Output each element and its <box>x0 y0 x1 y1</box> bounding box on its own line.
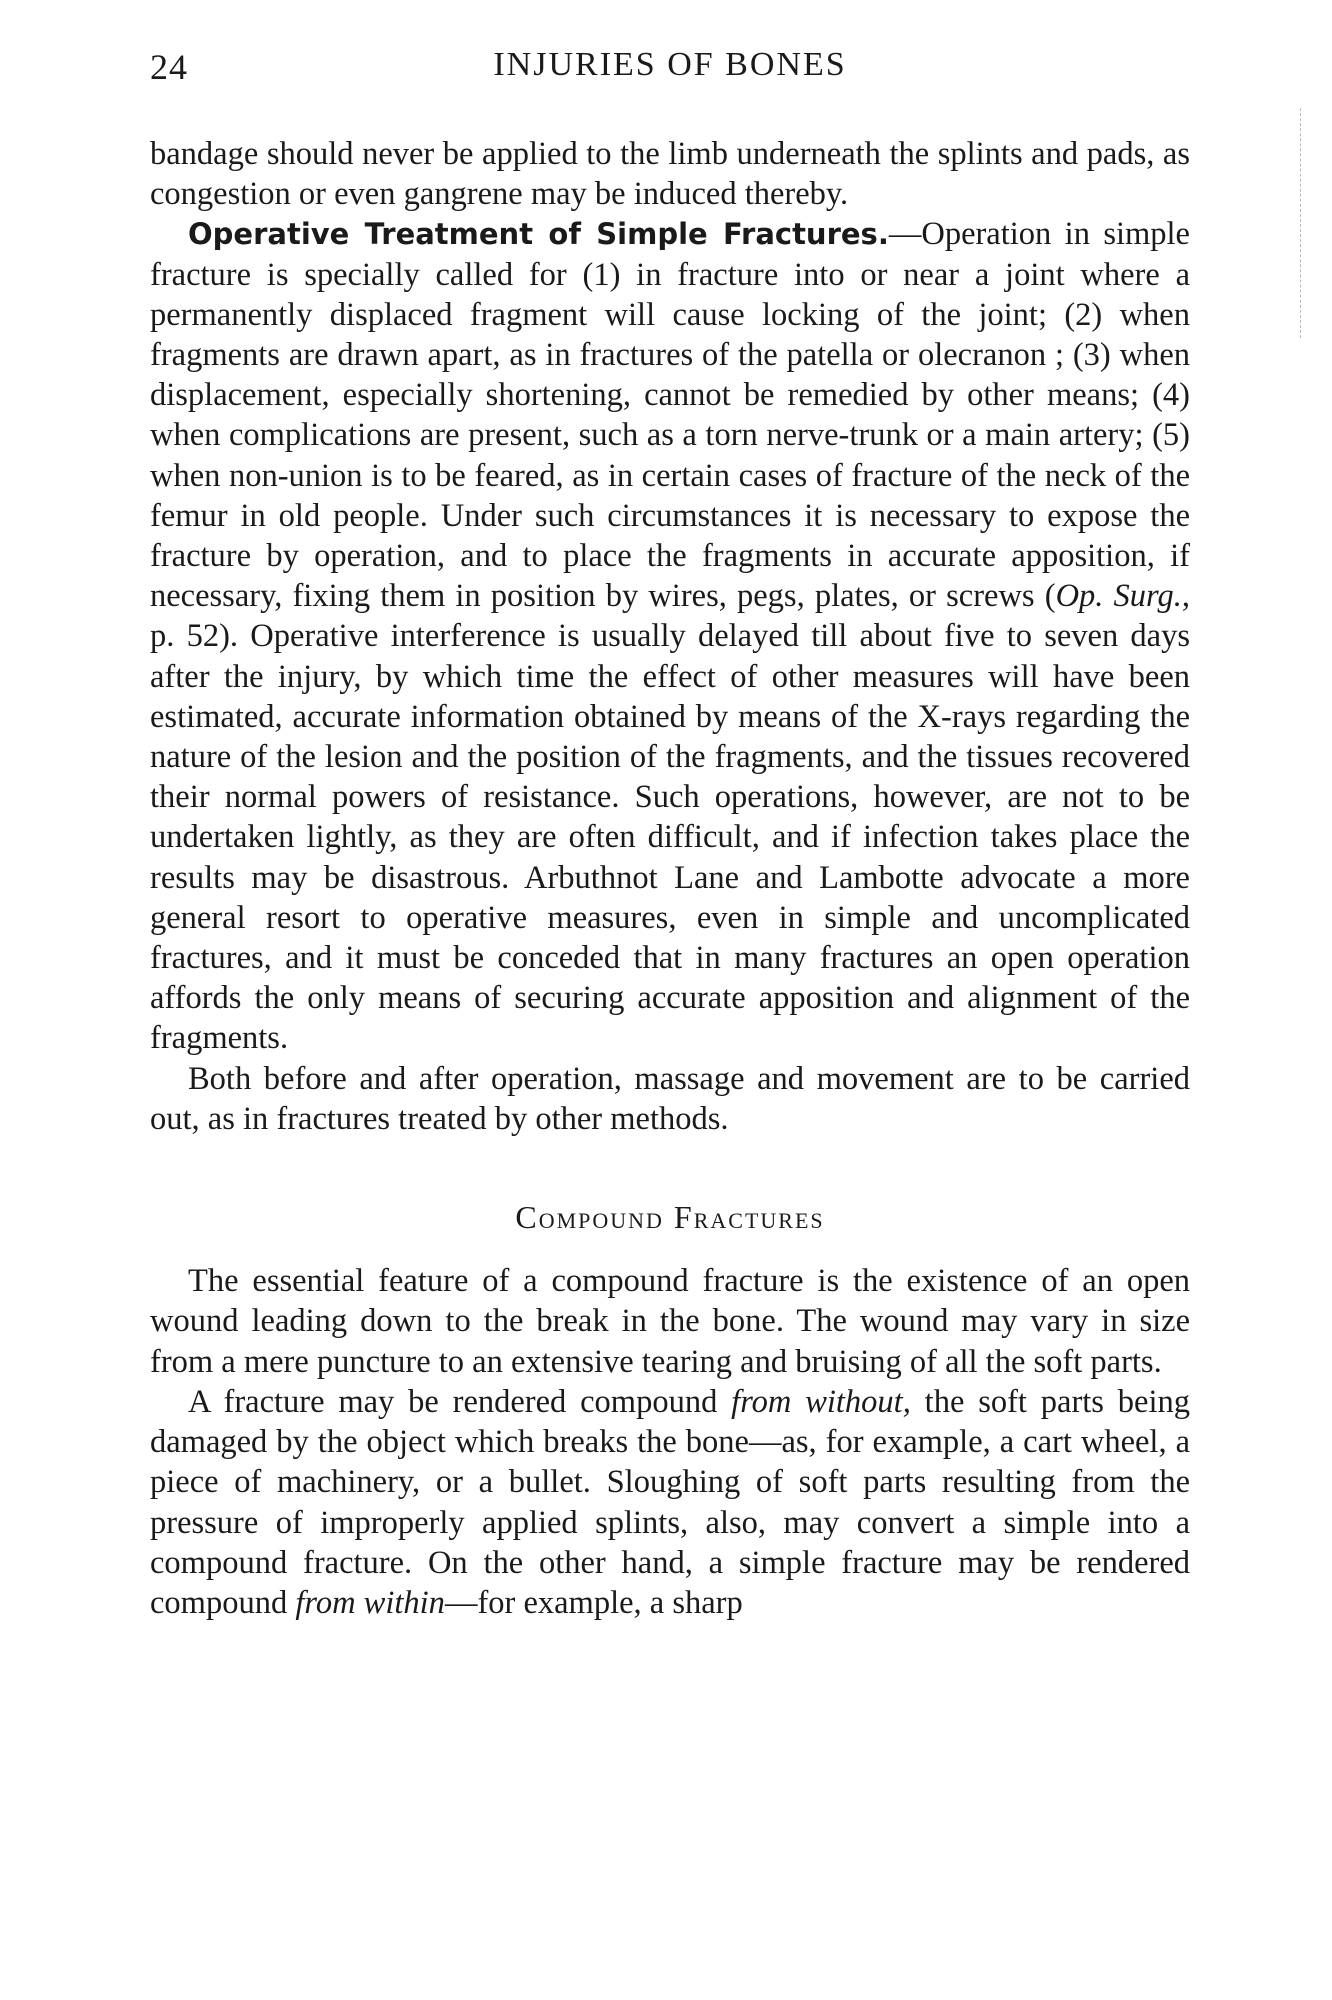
run-in-heading: Operative Treatment of Simple Fractures. <box>188 217 889 252</box>
paragraph-text: the soft parts being damaged by the object which breaks the bone—as, for example, a cart wheel, a piece of machinery, or a bullet. Sloughing of soft parts resulting from the pressure of improperly applied splints, also, may convert a simple into a compound fracture. On the other hand, a simple fracture may be rendered compound <box>150 1383 1190 1621</box>
reference-italic: Op. Surg. <box>1055 578 1182 615</box>
paragraph-massage <box>150 1059 1190 1139</box>
paragraph-operative-treatment <box>150 214 1190 1058</box>
paragraph-text: bandage should never be applied to the limb underneath the splints and pads, as congestion or even gangrene may be induced thereby. <box>150 136 1190 213</box>
body-text <box>150 134 1190 1623</box>
paragraph-text: A fracture may be rendered compound <box>188 1383 732 1420</box>
paragraph-continuation <box>150 134 1190 214</box>
paragraph-text: , p. 52). Operative interference is usually delayed till about five to seven days after the injury, by which time the effect of other measures will have been estimated, accurate information obtained by means of the X-rays regarding the nature of the lesion and the position of the fragments, and the tissues recovered their normal powers of resistance. Such operations, however, are not to be undertaken lightly, as they are often difficult, and if infection takes place the results may be disastrous. Arbuthnot Lane and Lambotte advocate a more general resort to operative measures, even in simple and uncomplicated fractures, and it must be conceded that in many fractures an open operation affords the only means of securing accurate apposition and alignment of the fragments. <box>150 578 1190 1057</box>
page-header <box>150 46 1190 98</box>
italic-phrase: from within <box>295 1584 445 1621</box>
section-heading: Compound Fractures <box>515 1199 825 1236</box>
paragraph-text: Both before and after operation, massage and movement are to be carried out, as in fractures treated by other methods. <box>150 1060 1190 1137</box>
paragraph-compound-causes <box>150 1382 1190 1623</box>
paragraph-text: The essential feature of a compound fracture is the existence of an open wound leading down to the break in the bone. The wound may vary in size from a mere puncture to an extensive tearing and bruising of all the soft parts. <box>150 1263 1190 1380</box>
paragraph-text: —Operation in simple fracture is specially called for (1) in fracture into or near a joint where a permanently displaced fragment will cause locking of the joint; (2) when fragments are drawn apart, as in fractures of the patella or olecranon ; (3) when displacement, especially shortening, cannot be remedied by other means; (4) when complications are present, such as a torn nerve-trunk or a main artery; (5) when non-union is to be feared, as in certain cases of fracture of the neck of the femur in old people. Under such circumstances it is necessary to expose the fracture by operation, and to place the fragments in accurate apposition, if necessary, fixing them in position by wires, pegs, plates, or screws ( <box>150 216 1190 615</box>
page-number: 24 <box>150 47 188 87</box>
paragraph-text: —for example, a sharp <box>444 1584 743 1621</box>
running-title: INJURIES OF BONES <box>493 46 847 83</box>
margin-mark-decoration <box>1300 108 1303 338</box>
italic-phrase: from without, <box>731 1383 911 1420</box>
paragraph-compound-definition <box>150 1261 1190 1382</box>
